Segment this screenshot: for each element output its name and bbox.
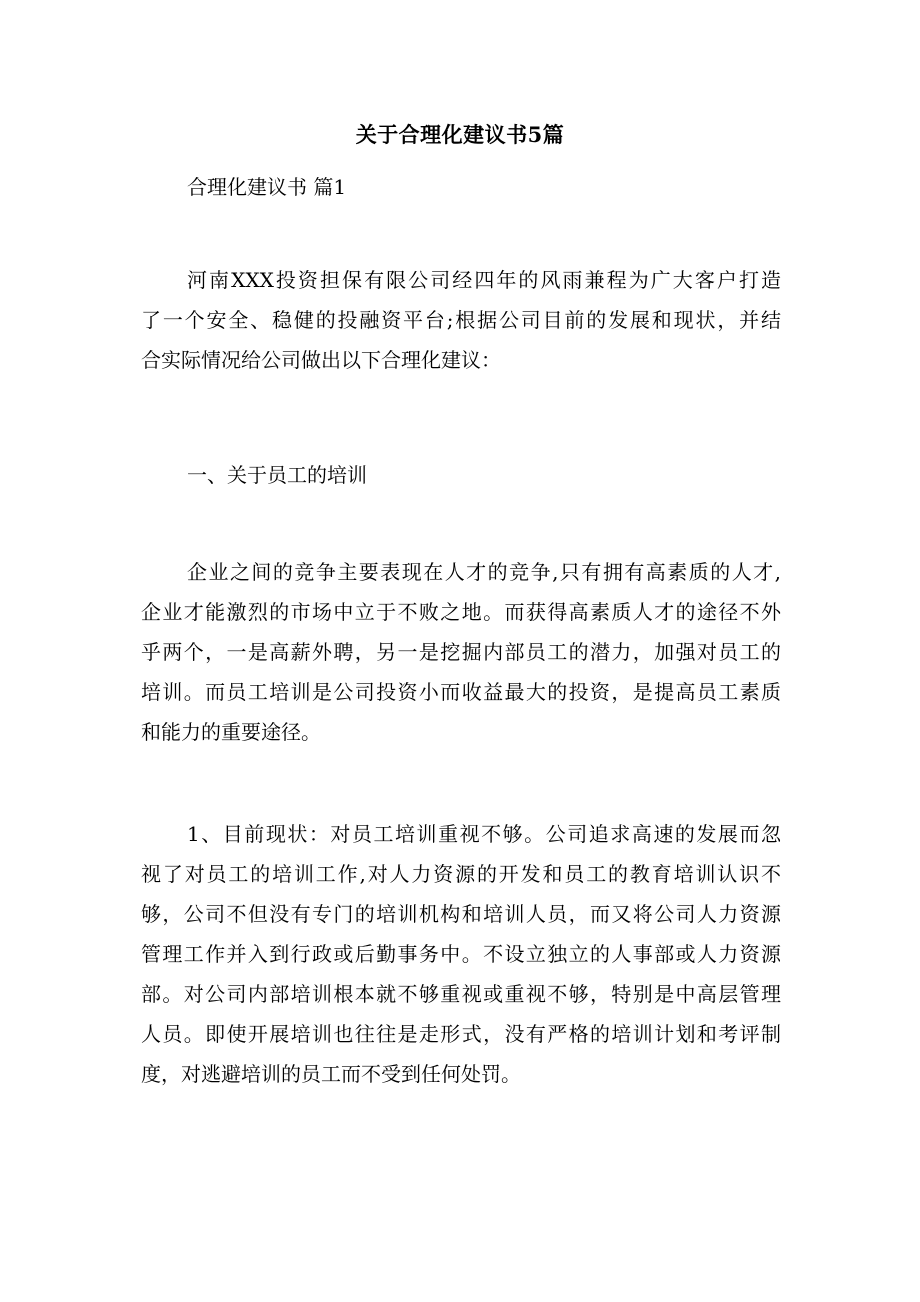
paragraph-training-importance <box>141 552 781 752</box>
intro-line: 合实际情况给公司做出以下合理化建议： <box>141 348 501 372</box>
intro-line: 了一个安全、稳健的投融资平台;根据公司目前的发展和现状，并结 <box>141 308 781 332</box>
paragraph-line: 够，公司不但没有专门的培训机构和培训人员，而又将公司人力资源 <box>141 902 781 926</box>
paragraph-line: 1、目前现状：对员工培训重视不够。公司追求高速的发展而忽 <box>187 822 781 846</box>
paragraph-line: 企业才能激烈的市场中立于不败之地。而获得高素质人才的途径不外 <box>141 600 781 624</box>
paragraph-line: 部。对公司内部培训根本就不够重视或重视不够，特别是中高层管理 <box>141 982 781 1006</box>
paragraph-line: 乎两个，一是高薪外聘，另一是挖掘内部员工的潜力，加强对员工的 <box>141 640 781 664</box>
intro-line: 河南XXX投资担保有限公司经四年的风雨兼程为广大客户打造 <box>187 268 781 292</box>
paragraph-line: 和能力的重要途径。 <box>141 720 321 744</box>
paragraph-line: 培训。而员工培训是公司投资小而收益最大的投资，是提高员工素质 <box>141 680 781 704</box>
intro-paragraph <box>141 260 781 380</box>
paragraph-line: 企业之间的竞争主要表现在人才的竞争,只有拥有高素质的人才, <box>187 560 781 584</box>
section-heading: 一、关于员工的培训 <box>187 463 367 487</box>
paragraph-line: 视了对员工的培训工作,对人力资源的开发和员工的教育培训认识不 <box>141 862 781 886</box>
document-subtitle: 合理化建议书 篇1 <box>187 175 347 199</box>
document-title: 关于合理化建议书5篇 <box>355 122 565 147</box>
paragraph-line: 人员。即使开展培训也往往是走形式，没有严格的培训计划和考评制 <box>141 1022 781 1046</box>
paragraph-line: 管理工作并入到行政或后勤事务中。不设立独立的人事部或人力资源 <box>141 942 781 966</box>
paragraph-line: 度，对逃避培训的员工而不受到任何处罚。 <box>141 1062 521 1086</box>
paragraph-current-status <box>141 814 781 1094</box>
